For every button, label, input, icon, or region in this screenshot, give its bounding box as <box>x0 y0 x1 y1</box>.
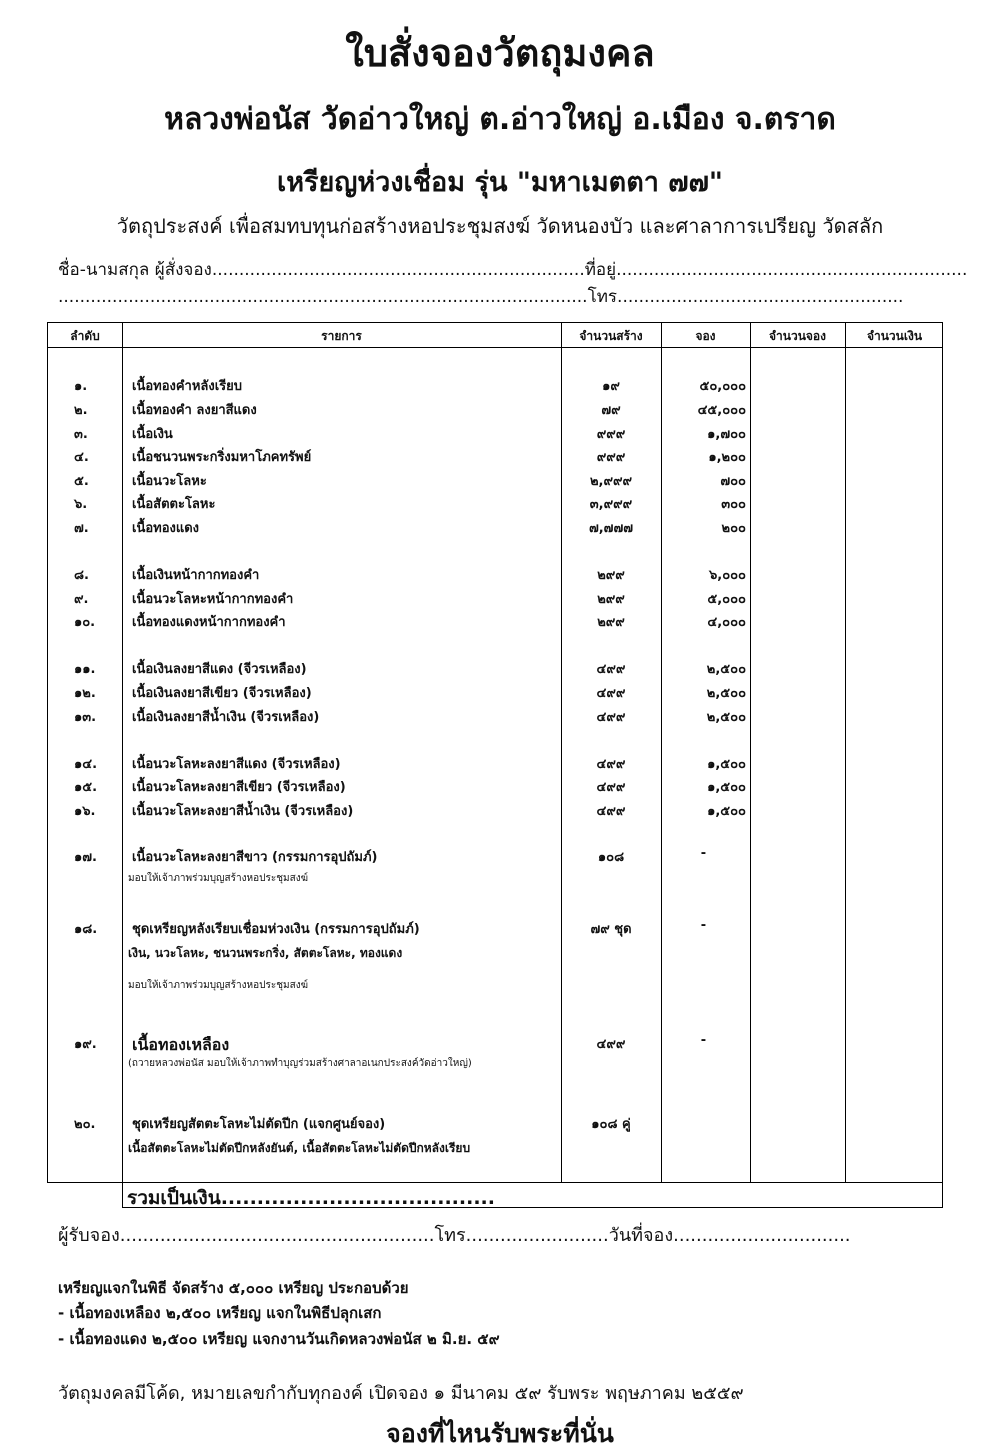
row-number: ๗. <box>74 521 89 536</box>
row-qty: ๒๙๙ <box>597 592 625 607</box>
row-item: เนื้อชนวนพระกริ่งมหาโภคทรัพย์ <box>132 450 312 465</box>
row-price: ๑,๕๐๐ <box>707 757 746 772</box>
row-number: ๑๘. <box>74 922 98 937</box>
form-subtitle: หลวงพ่อนัส วัดอ่าวใหญ่ ต.อ่าวใหญ่ อ.เมือง จ.ตราด <box>164 102 836 137</box>
row-qty: ๗,๗๗๗ <box>588 521 634 536</box>
row-number: ๑๙. <box>74 1037 97 1052</box>
row-number: ๑๑. <box>74 662 96 677</box>
row-price: ๑,๗๐๐ <box>707 427 746 442</box>
header-divider <box>48 347 942 348</box>
row-number: ๒. <box>74 403 88 418</box>
row-number: ๙. <box>74 592 89 607</box>
amount-field[interactable] <box>845 706 944 724</box>
amount-field[interactable] <box>845 564 944 582</box>
order-count-field[interactable] <box>750 493 845 511</box>
row-qty: ๔๙๙ <box>596 804 626 819</box>
address-phone-field[interactable]: ..................................................................................................โทร..................................................... <box>58 287 904 307</box>
form-title: ใบสั่งจองวัตถุมงคล <box>345 31 655 75</box>
amount-field[interactable] <box>845 470 944 488</box>
order-count-field[interactable] <box>750 918 845 936</box>
row-price: ๒,๕๐๐ <box>706 686 746 701</box>
slogan: จองที่ไหนรับพระที่นั่น <box>386 1419 614 1448</box>
row-number: ๑๔. <box>74 757 98 772</box>
row-item: เนื้อนวะโลหะหน้ากากทองคำ <box>132 592 294 607</box>
order-count-field[interactable] <box>750 423 845 441</box>
amount-field[interactable] <box>845 800 944 818</box>
order-count-field[interactable] <box>750 611 845 629</box>
amount-field[interactable] <box>845 753 944 771</box>
row-price: - <box>700 1033 707 1048</box>
row-price: - <box>700 918 707 933</box>
row-price: ๔,๐๐๐ <box>707 615 746 630</box>
row-item: เนื้อนวะโลหะลงยาสีขาว (กรรมการอุปถัมภ์) <box>132 850 378 865</box>
row-number: ๔. <box>74 450 89 465</box>
series-name: เหรียญห่วงเชื่อม รุ่น "มหาเมตตา ๗๗" <box>277 167 723 198</box>
row-number: ๕. <box>74 474 89 489</box>
amount-field[interactable] <box>845 776 944 794</box>
ceremony-note: เหรียญแจกในพิธี จัดสร้าง ๕,๐๐๐ เหรียญ ประกอบด้วย <box>58 1279 409 1297</box>
order-count-field[interactable] <box>750 470 845 488</box>
receiver-field[interactable]: ผู้รับจอง.......................................................โทร.........................วันที่จอง............................... <box>58 1225 851 1246</box>
row-number: ๑๗. <box>74 850 97 865</box>
order-table <box>47 322 943 1183</box>
order-count-field[interactable] <box>750 658 845 676</box>
total-row <box>122 1183 943 1208</box>
order-count-field[interactable] <box>750 1113 845 1131</box>
order-count-field[interactable] <box>750 846 845 864</box>
row-qty: ๙๙๙ <box>596 427 626 442</box>
col-divider <box>122 323 123 1182</box>
row-price: ๗๐๐ <box>720 474 746 489</box>
row-price: ๖,๐๐๐ <box>709 568 746 583</box>
order-count-field[interactable] <box>750 706 845 724</box>
order-count-field[interactable] <box>750 1033 845 1051</box>
row-item: เนื้อเงินลงยาสีเขียว (จีวรเหลือง) <box>132 686 312 701</box>
header-price: จอง <box>695 329 716 343</box>
header-amount: จำนวนเงิน <box>866 329 923 343</box>
row-item: เนื้อนวะโลหะลงยาสีน้ำเงิน (จีวรเหลือง) <box>132 804 354 819</box>
row-price: ๑,๕๐๐ <box>707 804 746 819</box>
row-qty: ๔๙๙ <box>596 662 626 677</box>
row-item: เนื้อทองเหลือง <box>132 1035 230 1054</box>
row-note: มอบให้เจ้าภาพร่วมบุญสร้างหอประชุมสงฆ์ <box>128 873 309 884</box>
row-price: ๔๕,๐๐๐ <box>697 403 746 418</box>
row-item: เนื้อเงิน <box>132 427 173 442</box>
row-qty: ๔๙๙ <box>596 780 626 795</box>
row-item: เนื้อเงินลงยาสีน้ำเงิน (จีวรเหลือง) <box>132 710 320 725</box>
order-count-field[interactable] <box>750 776 845 794</box>
row-number: ๑. <box>74 379 88 394</box>
amount-field[interactable] <box>845 399 944 417</box>
order-count-field[interactable] <box>750 564 845 582</box>
purpose-text: วัตถุประสงค์ เพื่อสมทบทุนก่อสร้างหอประชุมสงฆ์ วัดหนองบัว และศาลาการเปรียญ วัดสลัก <box>116 214 884 238</box>
amount-field[interactable] <box>845 517 944 535</box>
order-count-field[interactable] <box>750 682 845 700</box>
amount-field[interactable] <box>845 588 944 606</box>
header-order-count: จำนวนจอง <box>768 329 826 343</box>
row-price: ๕,๐๐๐ <box>707 592 746 607</box>
row-price: ๓๐๐ <box>721 497 746 512</box>
header-item: รายการ <box>321 329 362 343</box>
row-item: เนื้อนวะโลหะลงยาสีเขียว (จีวรเหลือง) <box>132 780 346 795</box>
amount-field[interactable] <box>845 846 944 864</box>
row-qty: ๔๙๙ <box>596 686 626 701</box>
row-note: มอบให้เจ้าภาพร่วมบุญสร้างหอประชุมสงฆ์ <box>128 980 309 991</box>
row-qty: ๓,๙๙๙ <box>589 497 633 512</box>
row-item: เนื้อนวะโลหะ <box>132 474 207 489</box>
row-number: ๖. <box>74 497 88 512</box>
row-price: ๒,๕๐๐ <box>706 710 746 725</box>
amount-field[interactable] <box>845 375 944 393</box>
row-item: เนื้อทองคำ ลงยาสีแดง <box>132 403 257 418</box>
row-number: ๑๓. <box>74 710 97 725</box>
amount-field[interactable] <box>845 423 944 441</box>
order-count-field[interactable] <box>750 588 845 606</box>
row-qty: ๔๙๙ <box>596 757 626 772</box>
row-qty: ๑๐๘ คู่ <box>591 1117 631 1132</box>
row-qty: ๙๙๙ <box>596 450 626 465</box>
schedule-note: วัตถุมงคลมีโค้ด, หมายเลขกำกับทุกองค์ เปิดจอง ๑ มีนาคม ๕๙ รับพระ พฤษภาคม ๒๕๕๙ <box>58 1383 744 1404</box>
total-amount-field[interactable]: รวมเป็นเงิน...................................... <box>127 1187 495 1209</box>
row-note: เนื้อสัตตะโลหะไม่ตัดปีกหลังยันต์, เนื้อสัตตะโลหะไม่ตัดปีกหลังเรียบ <box>128 1141 471 1155</box>
amount-field[interactable] <box>845 493 944 511</box>
amount-field[interactable] <box>845 1113 944 1131</box>
row-item: เนื้อนวะโลหะลงยาสีแดง (จีวรเหลือง) <box>132 757 341 772</box>
row-qty: ๒๙๙ <box>597 568 625 583</box>
order-count-field[interactable] <box>750 399 845 417</box>
row-number: ๑๐. <box>74 615 96 630</box>
row-item: ชุดเหรียญหลังเรียบเชื่อมห่วงเงิน (กรรมการอุปถัมภ์) <box>132 922 420 937</box>
row-number: ๑๕. <box>74 780 98 795</box>
row-item: เนื้อสัตตะโลหะ <box>132 497 216 512</box>
order-count-field[interactable] <box>750 753 845 771</box>
header-no: ลำดับ <box>70 329 100 343</box>
row-number: ๑๒. <box>74 686 96 701</box>
amount-field[interactable] <box>845 682 944 700</box>
order-count-field[interactable] <box>750 446 845 464</box>
name-address-field[interactable]: ชื่อ-นามสกุล ผู้สั่งจอง.....................................................................ที่อยู่................................................................. <box>58 260 968 280</box>
row-qty: ๑๙ <box>602 379 620 394</box>
row-number: ๓. <box>74 427 88 442</box>
row-qty: ๑๐๘ <box>597 850 625 865</box>
row-number: ๒๐. <box>74 1117 96 1132</box>
row-qty: ๒๙๙ <box>597 615 625 630</box>
header-qty: จำนวนสร้าง <box>579 329 643 343</box>
row-price: ๒๐๐ <box>721 521 746 536</box>
row-price: ๑,๕๐๐ <box>707 780 746 795</box>
row-price: ๕๐,๐๐๐ <box>699 379 746 394</box>
ceremony-bullet: - เนื้อทองแดง ๒,๕๐๐ เหรียญ แจกงานวันเกิดหลวงพ่อนัส ๒ มิ.ย. ๕๙ <box>58 1330 500 1348</box>
row-price: - <box>700 846 707 861</box>
row-price: ๑,๒๐๐ <box>708 450 746 465</box>
order-count-field[interactable] <box>750 800 845 818</box>
amount-field[interactable] <box>845 658 944 676</box>
row-item: เนื้อเงินหน้ากากทองคำ <box>132 568 260 583</box>
row-number: ๘. <box>74 568 89 583</box>
ceremony-bullet: - เนื้อทองเหลือง ๒,๕๐๐ เหรียญ แจกในพิธีปลุกเสก <box>58 1304 382 1322</box>
row-item: เนื้อเงินลงยาสีแดง (จีวรเหลือง) <box>132 662 307 677</box>
row-price: ๒,๕๐๐ <box>706 662 746 677</box>
order-count-field[interactable] <box>750 375 845 393</box>
order-count-field[interactable] <box>750 517 845 535</box>
row-qty: ๔๙๙ <box>596 710 626 725</box>
row-item: เนื้อทองคำหลังเรียบ <box>132 379 243 394</box>
row-note: เงิน, นวะโลหะ, ชนวนพระกริ่ง, สัตตะโลหะ, ทองแดง <box>128 946 403 960</box>
row-qty: ๒,๙๙๙ <box>589 474 633 489</box>
row-qty: ๗๙ <box>601 403 621 418</box>
amount-field[interactable] <box>845 918 944 936</box>
row-item: เนื้อทองแดง <box>132 521 200 536</box>
amount-field[interactable] <box>845 1033 944 1051</box>
amount-field[interactable] <box>845 446 944 464</box>
row-item: ชุดเหรียญสัตตะโลหะไม่ตัดปีก (แจกศูนย์จอง) <box>132 1117 386 1132</box>
row-note: (ถวายหลวงพ่อนัส มอบให้เจ้าภาพทำบุญร่วมสร้างศาลาอเนกประสงค์วัดอ่าวใหญ่) <box>128 1058 472 1069</box>
amount-field[interactable] <box>845 611 944 629</box>
row-qty: ๗๙ ชุด <box>590 922 632 937</box>
row-item: เนื้อทองแดงหน้ากากทองคำ <box>132 615 286 630</box>
row-number: ๑๖. <box>74 804 96 819</box>
row-qty: ๔๙๙ <box>596 1037 626 1052</box>
